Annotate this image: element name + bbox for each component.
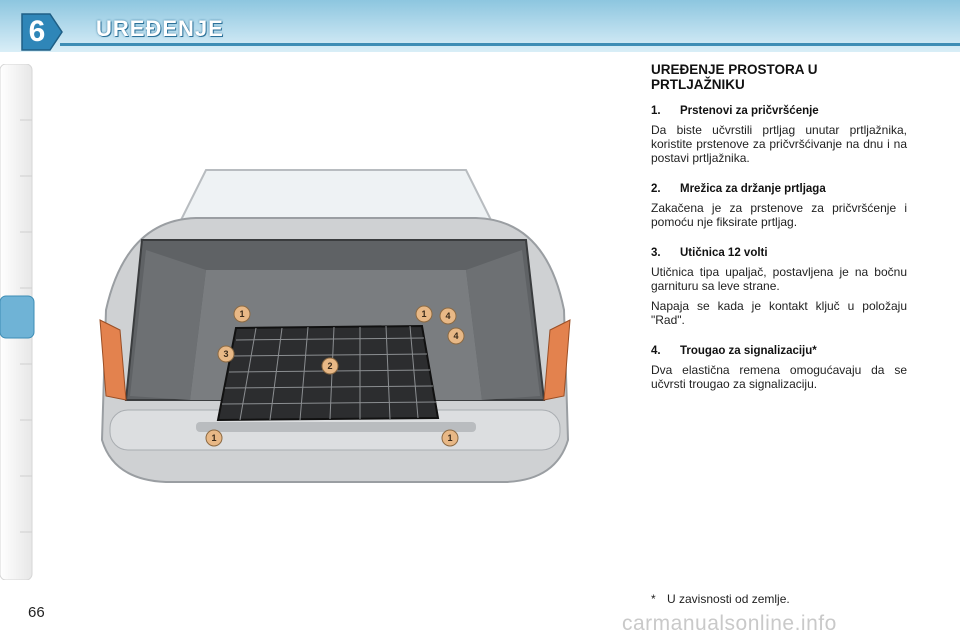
item-1-heading [651, 104, 907, 118]
item-2-heading [651, 182, 907, 196]
footnote [651, 592, 790, 606]
footnote-text: U zavisnosti od zemlje. [667, 592, 790, 606]
item-1 [651, 104, 907, 165]
header-underline [60, 43, 960, 46]
item-1-paragraph: Da biste učvrstili prtljag unutar prtljažnika, koristite prstenove za pričvršćivanje na dnu i na postavi prtljažnika. [651, 123, 907, 165]
item-3 [651, 246, 907, 327]
content-column [651, 62, 907, 408]
item-2-number: 2. [651, 183, 661, 195]
item-3-paragraph-2: Napaja se kada je kontakt ključ u položaju "Rad". [651, 299, 907, 327]
callout-1-top-left-label: 1 [239, 309, 245, 319]
trunk-illustration [86, 160, 582, 490]
chapter-number: 6 [28, 15, 46, 48]
callout-1-bottom-right-label: 1 [447, 433, 453, 443]
watermark: carmanualsonline.info [622, 612, 837, 635]
item-4 [651, 344, 907, 391]
callout-4-bottom-label: 4 [453, 331, 459, 341]
item-3-title: Utičnica 12 volti [680, 247, 768, 259]
item-2 [651, 182, 907, 229]
item-3-heading [651, 246, 907, 260]
item-2-paragraph: Zakačena je za prstenove za pričvršćenje i pomoću nje fiksirate prtljag. [651, 201, 907, 229]
item-4-number: 4. [651, 345, 661, 357]
item-4-paragraph: Dva elastična remena omogućavaju da se učvrsti trougao za signalizaciju. [651, 363, 907, 391]
item-1-number: 1. [651, 105, 661, 117]
section-title: UREĐENJE PROSTORA U PRTLJAŽNIKU [651, 62, 818, 92]
callout-2-label: 2 [327, 361, 333, 371]
item-4-heading [651, 344, 907, 358]
item-4-title: Trougao za signalizaciju* [680, 345, 817, 357]
callout-3-label: 3 [223, 349, 229, 359]
chapter-side-tabs [0, 64, 40, 580]
item-1-title: Prstenovi za pričvršćenje [680, 105, 819, 117]
item-3-paragraph-1: Utičnica tipa upaljač, postavljena je na bočnu garnituru sa leve strane. [651, 265, 907, 293]
footnote-marker: * [651, 592, 656, 606]
chapter-title: UREĐENJE [96, 16, 224, 41]
callout-1-top-right-label: 1 [421, 309, 427, 319]
item-2-title: Mrežica za držanje prtljaga [680, 183, 826, 195]
item-3-number: 3. [651, 247, 661, 259]
callout-4-top-label: 4 [445, 311, 451, 321]
callout-1-bottom-left-label: 1 [211, 433, 217, 443]
page-number: 66 [28, 604, 45, 621]
